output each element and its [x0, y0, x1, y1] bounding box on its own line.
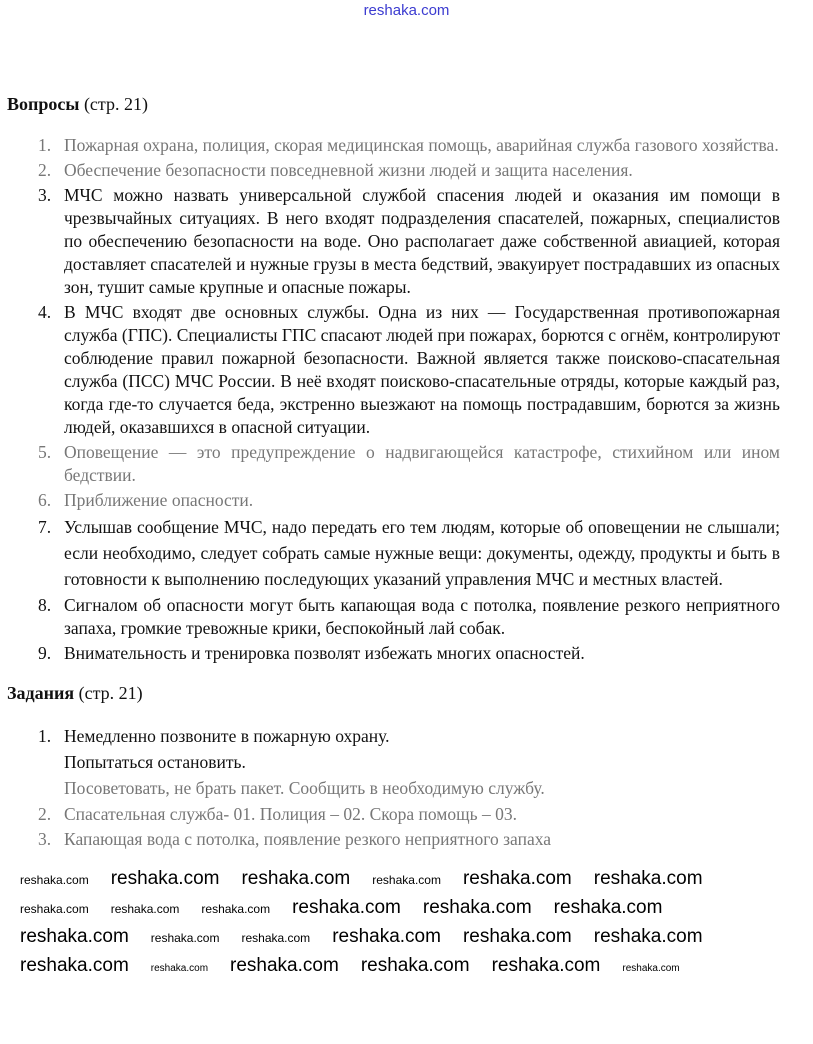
watermark: reshaka.com [462, 926, 572, 947]
question-item: 8. Сигналом об опасности могут быть капающая вода с потолка, появление резкого неприятного запаха, громкие тревожные крики, беспокойный лай собак. [38, 595, 780, 638]
questions-heading: Вопросы (стр. 21) [7, 94, 149, 114]
watermark: reshaka.com [241, 868, 351, 889]
watermark: reshaka.com [20, 873, 89, 887]
tasks-heading: Задания (стр. 21) [7, 683, 143, 703]
watermark: reshaka.com [593, 868, 703, 889]
watermark: reshaka.com [241, 931, 311, 945]
watermark: reshaka.com [491, 955, 601, 976]
watermark: reshaka.com [230, 955, 339, 976]
watermark: reshaka.com [553, 897, 663, 918]
task-item: 3. Капающая вода с потолка, появление резкого неприятного запаха [38, 829, 552, 849]
site-watermark-top[interactable]: reshaka.com [363, 2, 450, 19]
question-item: 6. Приближение опасности. [38, 490, 254, 510]
watermark: reshaka.com [20, 902, 89, 916]
question-item: 5. Оповещение — это предупреждение о надвигающейся катастрофе, стихийном или ином бедствии. [38, 442, 780, 485]
question-item: 4. В МЧС входят две основных службы. Одна из них — Государственная противопожарная служба (ГПС). Специалисты ГПС спасают людей при пожарах, борются с огнём, контролируют соблюдение правил пожарной безопасности. Важной является также поисково-спасательная служба (ПСС) МЧС России. В неё входят поисково-спасательные отряды, которые каждый раз, когда где-то случается беда, экстренно выезжают на помощь пострадавшим, борются за жизнь людей, оказавшихся в опасной ситуации. [38, 302, 780, 437]
question-item: 3. МЧС можно назвать универсальной службой спасения людей и оказания им помощи в чрезвычайных ситуациях. В него входят подразделения спасателей, пожарных, специалистов по обеспечению безопасности на воде. Оно располагает даже собственной авиацией, которая доставляет спасателей и нужные грузы в места бедствий, эвакуирует пострадавших из опасных зон, тушит самые крупные и опасные пожары. [38, 185, 780, 297]
watermark: reshaka.com [110, 902, 180, 916]
watermark: reshaka.com [593, 926, 703, 947]
question-item: 2. Обеспечение безопасности повседневной жизни людей и защита населения. [38, 160, 633, 180]
watermark: reshaka.com [150, 931, 220, 945]
watermark: reshaka.com [332, 926, 441, 947]
watermark: reshaka.com [292, 897, 401, 918]
watermark: reshaka.com [150, 963, 209, 974]
question-item: 9. Внимательность и тренировка позволят избежать многих опасностей. [38, 643, 585, 663]
watermark: reshaka.com [462, 868, 572, 889]
task-item: 2. Спасательная служба- 01. Полиция – 02. Скора помощь – 03. [38, 804, 517, 824]
question-item: 1. Пожарная охрана, полиция, скорая медицинская помощь, аварийная служба газового хозяйства. [38, 135, 779, 155]
watermark: reshaka.com [360, 955, 470, 976]
task-item: 1. Немедленно позвоните в пожарную охрану. Попытаться остановить. Посоветовать, не брать пакет. Сообщить в необходимую службу. [38, 726, 545, 798]
watermark: reshaka.com [20, 955, 129, 976]
watermark: reshaka.com [201, 902, 271, 916]
watermark: reshaka.com [622, 963, 680, 974]
watermark: reshaka.com [110, 868, 220, 889]
watermark: reshaka.com [20, 926, 129, 947]
watermark: reshaka.com [422, 897, 532, 918]
question-item: 7. Услышав сообщение МЧС, надо передать его тем людям, которые об оповещении не слышали; если необходимо, следует собрать самые нужные вещи: документы, одежду, продукты и быть в готовности к выполнению последующих указаний управления МЧС и местных властей. [38, 517, 780, 589]
watermark: reshaka.com [372, 873, 441, 887]
watermark-area [20, 867, 793, 981]
